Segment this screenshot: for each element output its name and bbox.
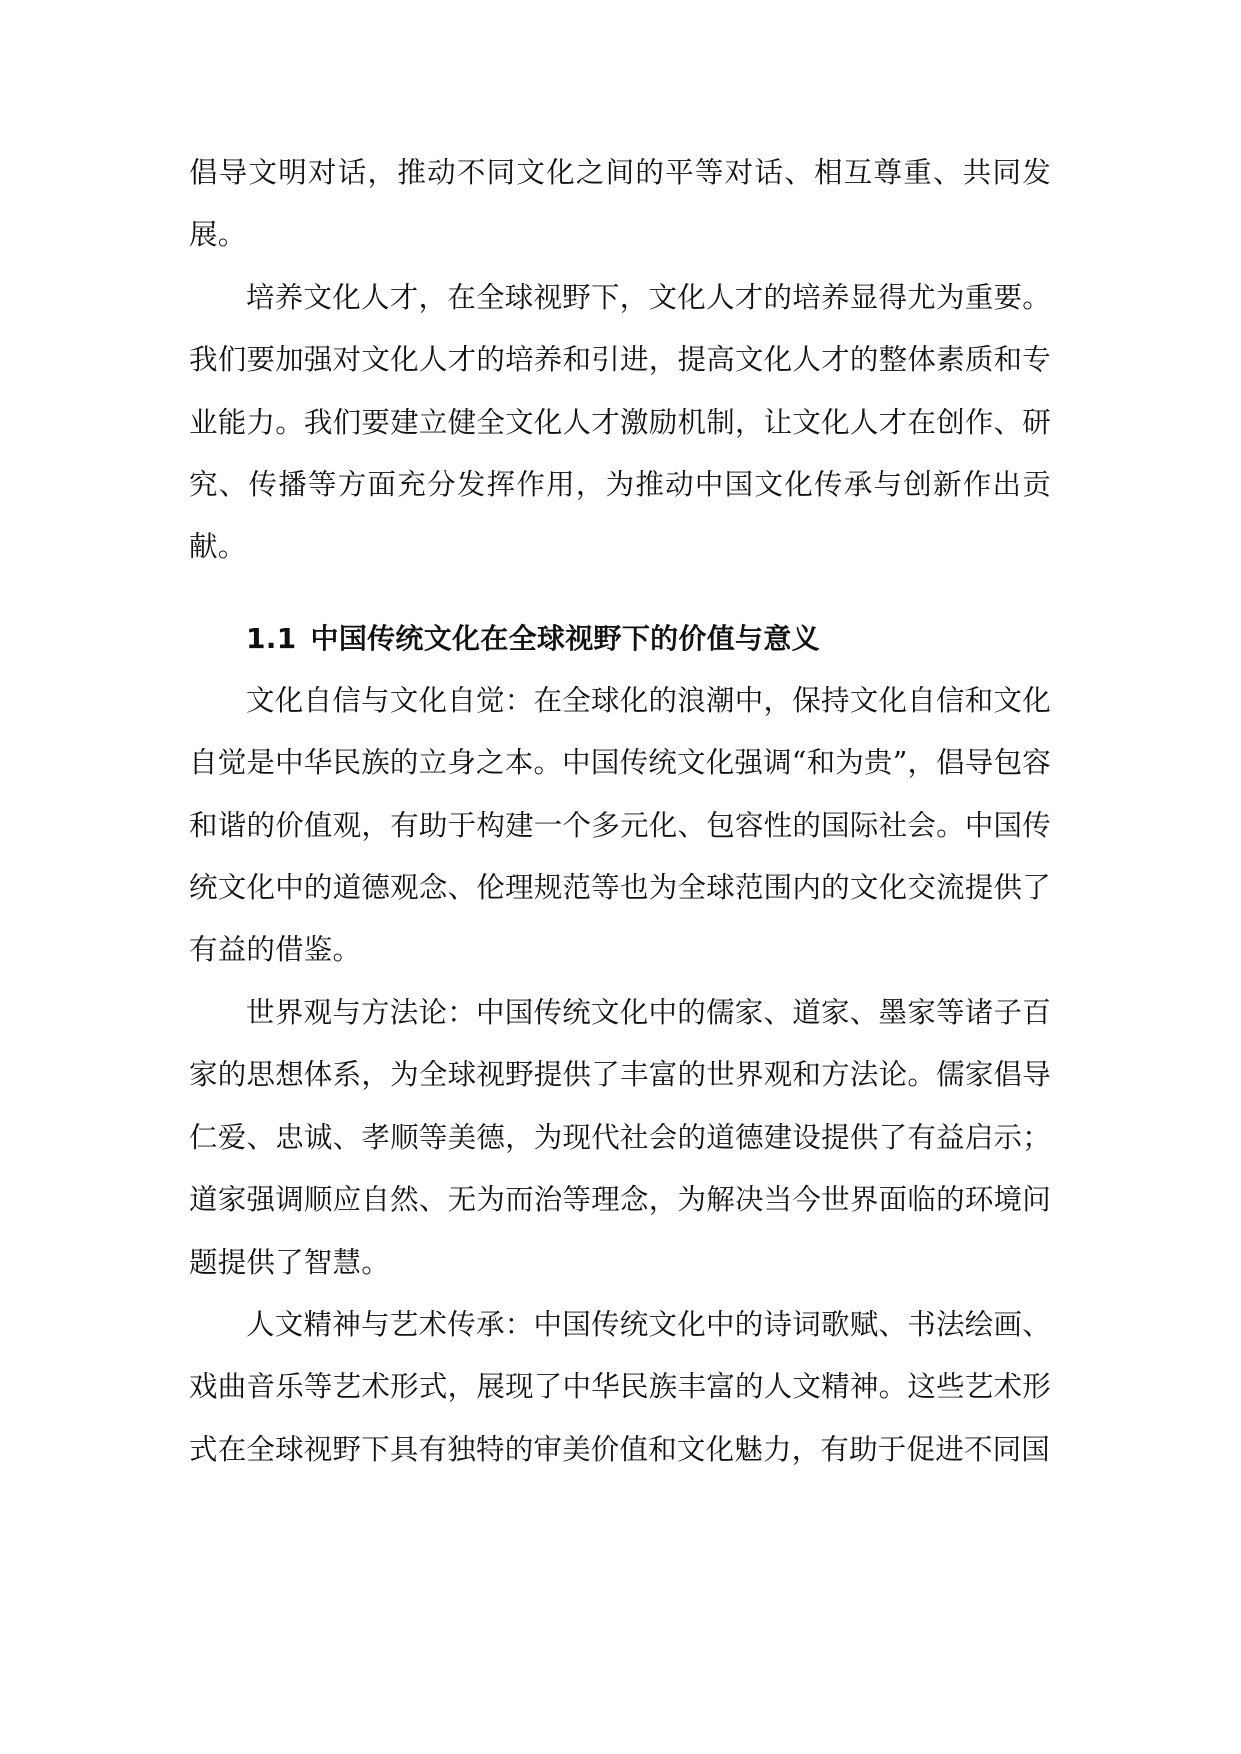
paragraph-dialogue: 倡导文明对话，推动不同文化之间的平等对话、相互尊重、共同发展。: [189, 156, 1051, 252]
paragraph-worldview: 世界观与方法论：中国传统文化中的儒家、道家、墨家等诸子百家的思想体系，为全球视野提供了丰富的世界观和方法论。儒家倡导仁爱、忠诚、孝顺等美德，为现代社会的道德建设提供了有益启示；道家强调顺应自然、无为而治等理念，为解决当今世界面临的环境问题提供了智慧。: [189, 995, 1051, 1279]
document-body: [189, 142, 1051, 1481]
paragraph-confidence: 文化自信与文化自觉：在全球化的浪潮中，保持文化自信和文化自觉是中华民族的立身之本。中国传统文化强调“和为贵”，倡导包容和谐的价值观，有助于构建一个多元化、包容性的国际社会。中国传统文化中的道德观念、伦理规范等也为全球范围内的文化交流提供了有益的借鉴。: [189, 683, 1051, 967]
paragraph-talent: 培养文化人才，在全球视野下，文化人才的培养显得尤为重要。我们要加强对文化人才的培养和引进，提高文化人才的整体素质和专业能力。我们要建立健全文化人才激励机制，让文化人才在创作、研究、传播等方面充分发挥作用，为推动中国文化传承与创新作出贡献。: [189, 280, 1051, 564]
section-number: 1.1: [246, 621, 297, 655]
section-heading: [189, 608, 1051, 670]
paragraph-humanism: 人文精神与艺术传承：中国传统文化中的诗词歌赋、书法绘画、戏曲音乐等艺术形式，展现了中华民族丰富的人文精神。这些艺术形式在全球视野下具有独特的审美价值和文化魅力，有助于促进不同国: [189, 1307, 1051, 1466]
section-title: 中国传统文化在全球视野下的价值与意义: [310, 621, 820, 655]
